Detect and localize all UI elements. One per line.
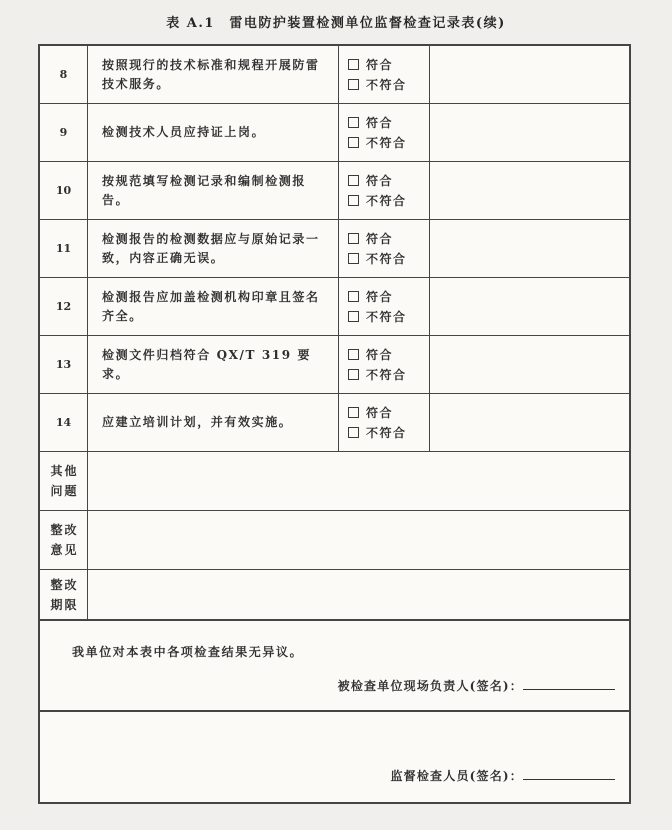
row-description: 检测文件归档符合 QX/T 319 要求。 bbox=[87, 336, 338, 393]
compliant-label: 符合 bbox=[366, 57, 394, 72]
row-number: 11 bbox=[55, 242, 72, 255]
row-description: 按照现行的技术标准和规程开展防雷技术服务。 bbox=[87, 46, 338, 103]
checkbox-icon[interactable] bbox=[348, 253, 359, 264]
remarks-cell bbox=[429, 336, 629, 393]
compliant-option[interactable] bbox=[348, 55, 429, 75]
non-compliant-label: 不符合 bbox=[366, 135, 407, 150]
non-compliant-option[interactable] bbox=[348, 307, 429, 327]
remarks-cell bbox=[429, 104, 629, 161]
rectification-opinion-label: 整改 意见 bbox=[50, 523, 79, 557]
row-number: 13 bbox=[55, 358, 72, 371]
inspected-unit-signature-line[interactable] bbox=[523, 677, 615, 690]
row-number: 8 bbox=[59, 68, 68, 81]
remarks-cell bbox=[429, 46, 629, 103]
non-compliant-label: 不符合 bbox=[366, 309, 407, 324]
row-description: 按规范填写检测记录和编制检测报告。 bbox=[87, 162, 338, 219]
non-compliant-option[interactable] bbox=[348, 75, 429, 95]
compliance-options bbox=[338, 104, 429, 161]
non-compliant-option[interactable] bbox=[348, 191, 429, 211]
row-description: 应建立培训计划，并有效实施。 bbox=[87, 394, 338, 451]
rectification-opinion-content bbox=[87, 511, 629, 569]
inspector-signature-line[interactable] bbox=[523, 767, 615, 780]
inspected-unit-declaration-cell bbox=[40, 621, 629, 710]
rectification-deadline-label: 整改 期限 bbox=[50, 577, 79, 612]
compliance-options bbox=[338, 46, 429, 103]
other-issues-row bbox=[40, 451, 629, 510]
row-number: 9 bbox=[59, 126, 68, 139]
compliant-label: 符合 bbox=[366, 405, 394, 420]
compliant-label: 符合 bbox=[366, 173, 394, 188]
inspected-unit-signature-row bbox=[72, 677, 615, 694]
table-row-12 bbox=[40, 277, 629, 335]
compliant-label: 符合 bbox=[366, 115, 394, 130]
compliant-label: 符合 bbox=[366, 231, 394, 246]
checkbox-icon[interactable] bbox=[348, 137, 359, 148]
table-row-13 bbox=[40, 335, 629, 393]
compliant-option[interactable] bbox=[348, 229, 429, 249]
table-row-10 bbox=[40, 161, 629, 219]
table-row-14 bbox=[40, 393, 629, 451]
checkbox-icon[interactable] bbox=[348, 175, 359, 186]
other-issues-content bbox=[87, 452, 629, 510]
compliant-option[interactable] bbox=[348, 171, 429, 191]
compliant-option[interactable] bbox=[348, 287, 429, 307]
non-compliant-label: 不符合 bbox=[366, 193, 407, 208]
row-number: 10 bbox=[55, 184, 72, 197]
compliance-options bbox=[338, 394, 429, 451]
table-row-11 bbox=[40, 219, 629, 277]
compliant-option[interactable] bbox=[348, 113, 429, 133]
inspected-unit-declaration-row bbox=[40, 619, 629, 710]
compliance-options bbox=[338, 162, 429, 219]
page-title: 表 A.1 雷电防护装置检测单位监督检查记录表(续) bbox=[166, 16, 506, 31]
table-row-8 bbox=[40, 46, 629, 103]
checkbox-icon[interactable] bbox=[348, 427, 359, 438]
compliant-label: 符合 bbox=[366, 347, 394, 362]
inspected-unit-signature-label: 被检查单位现场负责人(签名)： bbox=[337, 679, 523, 693]
row-description: 检测报告的检测数据应与原始记录一致，内容正确无误。 bbox=[87, 220, 338, 277]
compliance-options bbox=[338, 220, 429, 277]
non-compliant-option[interactable] bbox=[348, 365, 429, 385]
inspector-signature-row-block bbox=[40, 710, 629, 802]
inspector-signature-row bbox=[72, 712, 615, 784]
checkbox-icon[interactable] bbox=[348, 311, 359, 322]
declaration-statement: 我单位对本表中各项检查结果无异议。 bbox=[72, 645, 304, 659]
remarks-cell bbox=[429, 162, 629, 219]
rectification-deadline-row bbox=[40, 569, 629, 619]
compliant-option[interactable] bbox=[348, 345, 429, 365]
row-number: 14 bbox=[55, 416, 72, 429]
non-compliant-label: 不符合 bbox=[366, 425, 407, 440]
remarks-cell bbox=[429, 278, 629, 335]
compliant-option[interactable] bbox=[348, 403, 429, 423]
checkbox-icon[interactable] bbox=[348, 59, 359, 70]
non-compliant-option[interactable] bbox=[348, 133, 429, 153]
checkbox-icon[interactable] bbox=[348, 79, 359, 90]
non-compliant-label: 不符合 bbox=[366, 77, 407, 92]
compliance-options bbox=[338, 278, 429, 335]
compliance-options bbox=[338, 336, 429, 393]
non-compliant-option[interactable] bbox=[348, 423, 429, 443]
row-description: 检测技术人员应持证上岗。 bbox=[87, 104, 338, 161]
rectification-opinion-row bbox=[40, 510, 629, 569]
inspector-signature-cell bbox=[40, 712, 629, 802]
rectification-deadline-content bbox=[87, 570, 629, 619]
non-compliant-option[interactable] bbox=[348, 249, 429, 269]
checkbox-icon[interactable] bbox=[348, 117, 359, 128]
remarks-cell bbox=[429, 220, 629, 277]
row-number: 12 bbox=[55, 300, 72, 313]
remarks-cell bbox=[429, 394, 629, 451]
checkbox-icon[interactable] bbox=[348, 195, 359, 206]
checkbox-icon[interactable] bbox=[348, 291, 359, 302]
checkbox-icon[interactable] bbox=[348, 369, 359, 380]
row-description: 检测报告应加盖检测机构印章且签名齐全。 bbox=[87, 278, 338, 335]
compliant-label: 符合 bbox=[366, 289, 394, 304]
checkbox-icon[interactable] bbox=[348, 233, 359, 244]
non-compliant-label: 不符合 bbox=[366, 251, 407, 266]
inspection-record-table bbox=[38, 44, 631, 804]
inspector-signature-label: 监督检查人员(签名)： bbox=[390, 769, 523, 783]
table-row-9 bbox=[40, 103, 629, 161]
other-issues-label: 其他 问题 bbox=[50, 464, 79, 498]
non-compliant-label: 不符合 bbox=[366, 367, 407, 382]
checkbox-icon[interactable] bbox=[348, 349, 359, 360]
checkbox-icon[interactable] bbox=[348, 407, 359, 418]
